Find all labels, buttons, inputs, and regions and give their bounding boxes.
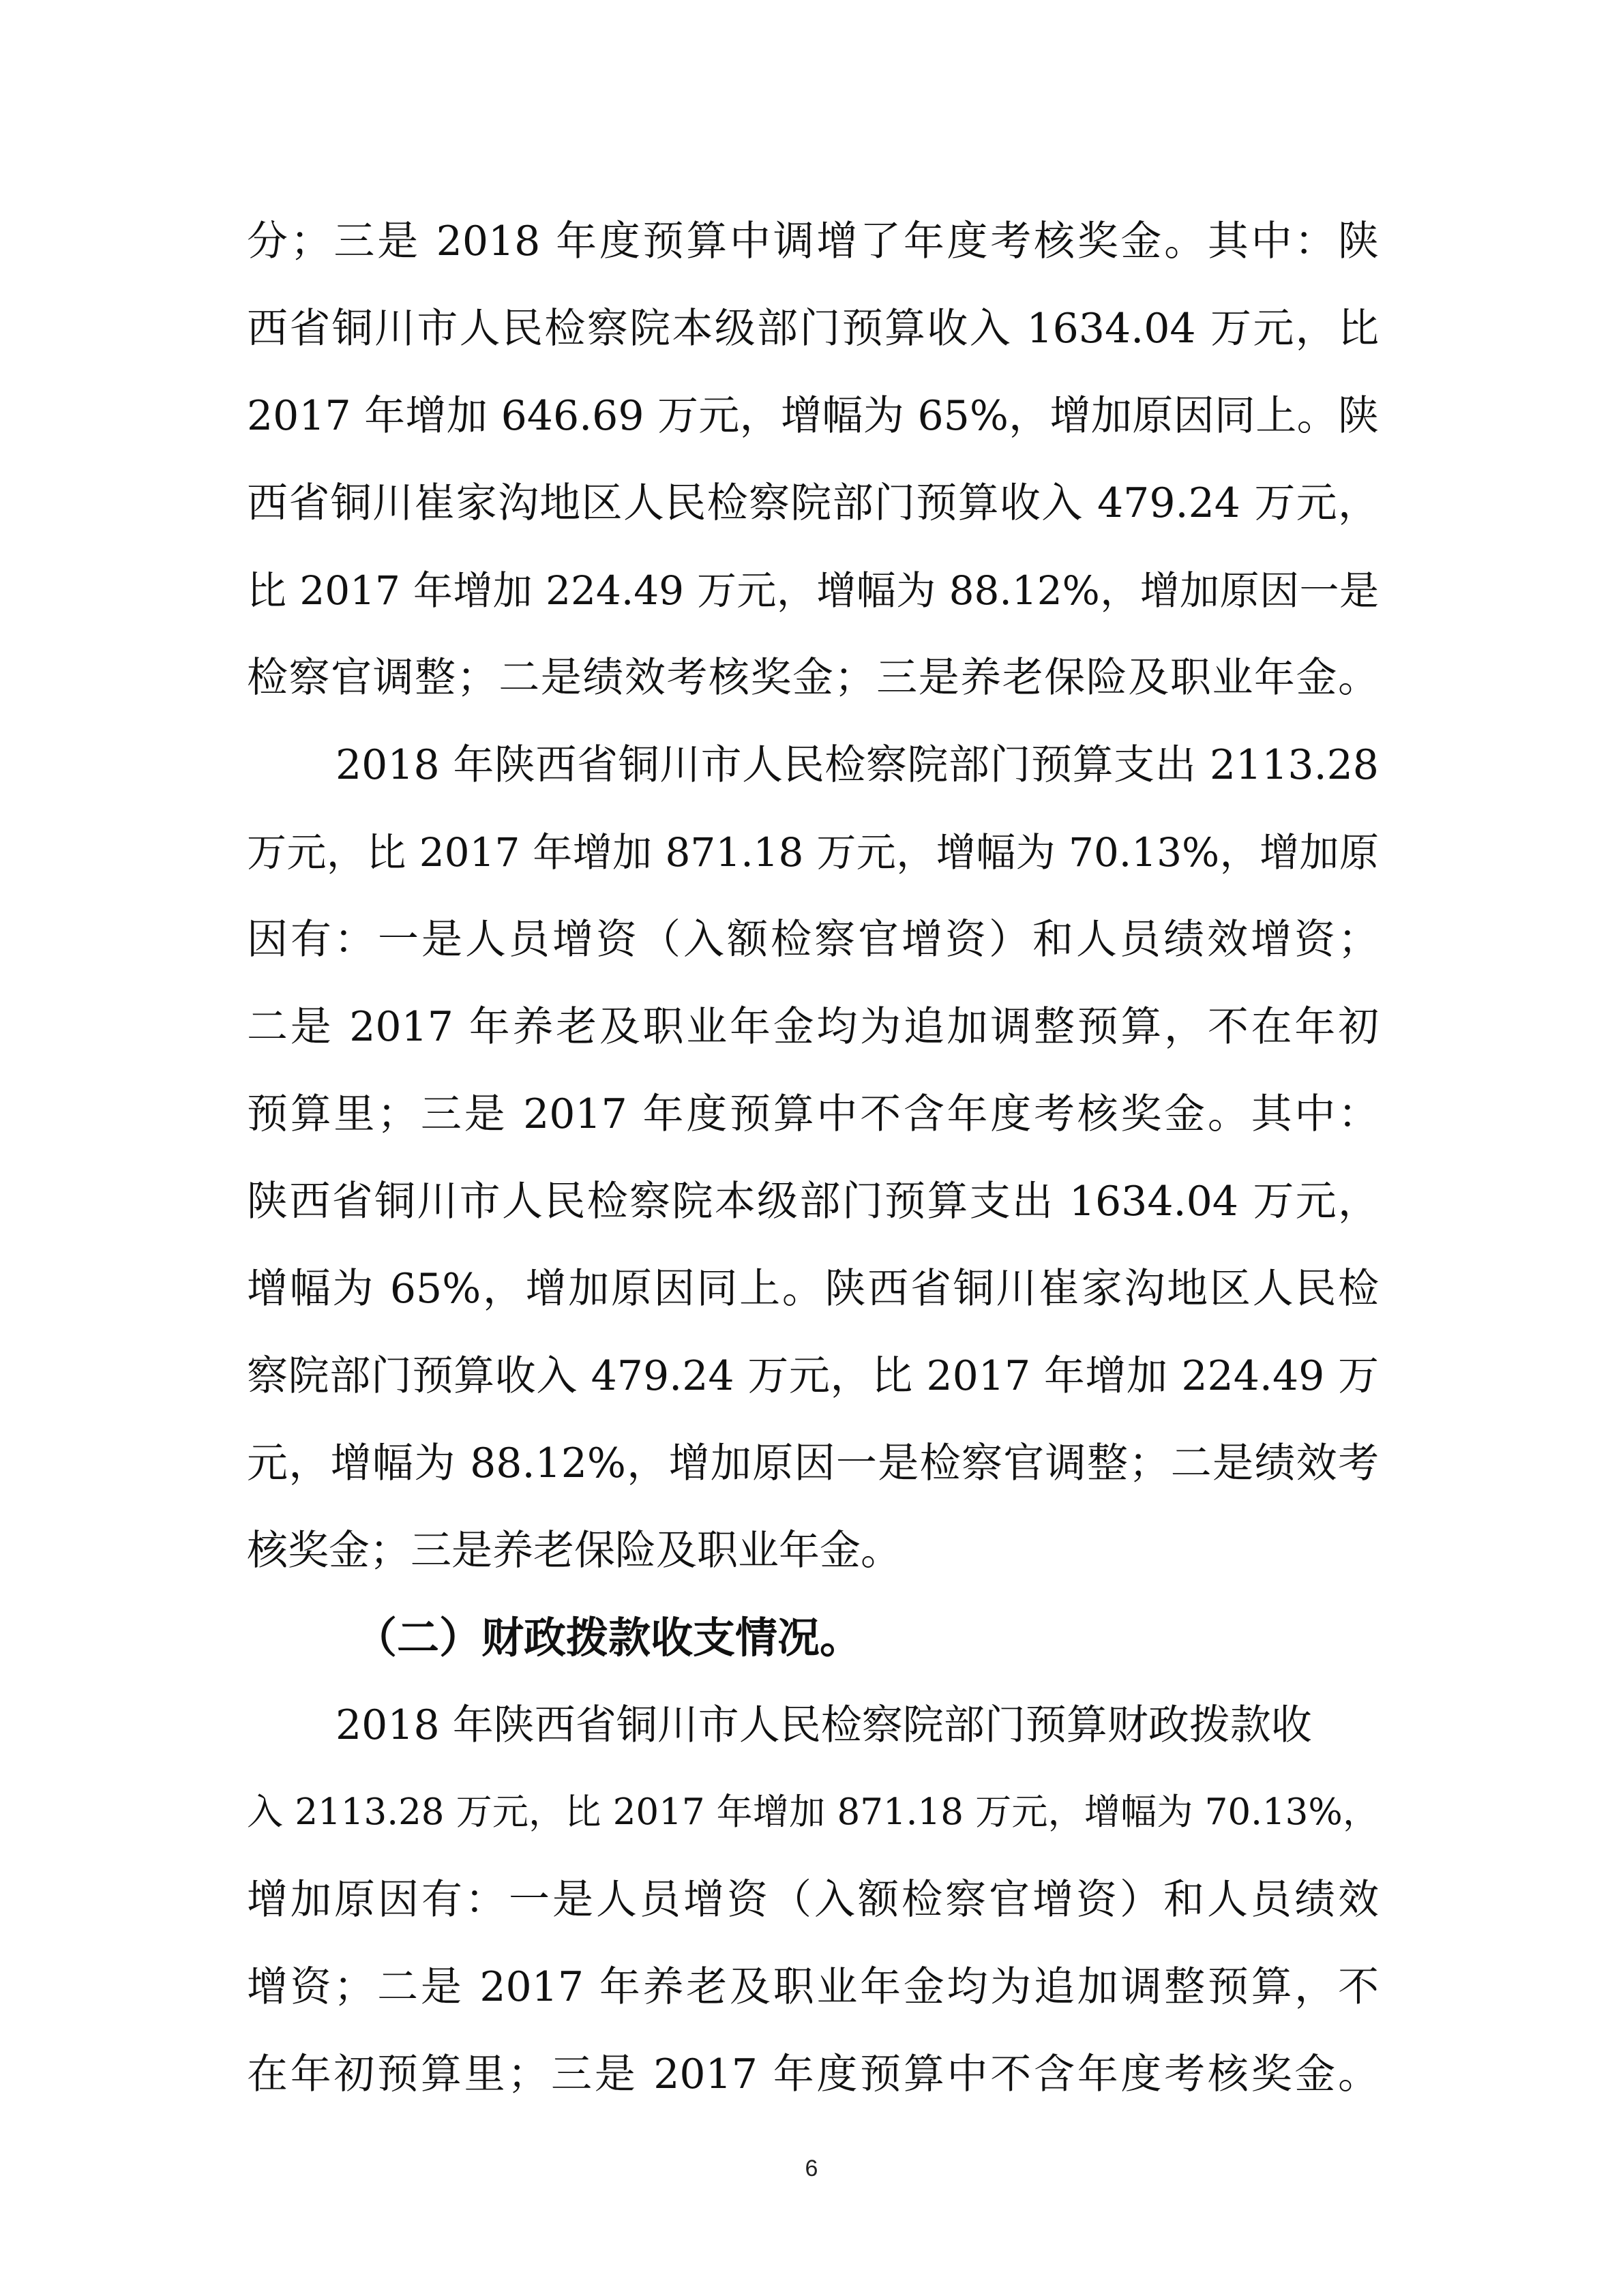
text-line: 增加原因有：一是人员增资（入额检察官增资）和人员绩效 (247, 1876, 1379, 1924)
text-line: 增幅为 65%，增加原因同上。陕西省铜川崔家沟地区人民检 (247, 1265, 1379, 1313)
text-line: 分；三是 2018 年度预算中调增了年度考核奖金。其中：陕 (247, 218, 1379, 265)
text-line: 西省铜川市人民检察院本级部门预算收入 1634.04 万元，比 (247, 305, 1379, 353)
text-line: 西省铜川崔家沟地区人民检察院部门预算收入 479.24 万元， (247, 479, 1379, 527)
text-line: 检察官调整；二是绩效考核奖金；三是养老保险及职业年金。 (247, 654, 1379, 702)
text-line: 入 2113.28 万元，比 2017 年增加 871.18 万元，增幅为 70.13%， (247, 1791, 1379, 1833)
section-heading: （二）财政拨款收支情况。 (355, 1613, 863, 1663)
text-line: 万元，比 2017 年增加 871.18 万元，增幅为 70.13%，增加原 (247, 829, 1379, 876)
text-line: 2018 年陕西省铜川市人民检察院部门预算支出 2113.28 (336, 741, 1379, 789)
text-line: 察院部门预算收入 479.24 万元，比 2017 年增加 224.49 万 (247, 1352, 1379, 1400)
text-line: 2018 年陕西省铜川市人民检察院部门预算财政拨款收 (336, 1701, 1312, 1749)
text-line: 二是 2017 年养老及职业年金均为追加调整预算，不在年初 (247, 1003, 1379, 1051)
text-line: 增资；二是 2017 年养老及职业年金均为追加调整预算，不 (247, 1963, 1379, 2011)
text-line: 比 2017 年增加 224.49 万元，增幅为 88.12%，增加原因一是 (247, 567, 1379, 614)
text-line: 预算里；三是 2017 年度预算中不含年度考核奖金。其中： (247, 1090, 1379, 1138)
text-line: 陕西省铜川市人民检察院本级部门预算支出 1634.04 万元， (247, 1178, 1379, 1225)
page-number: 6 (805, 2156, 818, 2181)
text-line: 因有：一是人员增资（入额检察官增资）和人员绩效增资； (247, 916, 1379, 964)
text-line: 核奖金；三是养老保险及职业年金。 (247, 1527, 902, 1575)
text-line: 在年初预算里；三是 2017 年度预算中不含年度考核奖金。 (247, 2051, 1379, 2098)
text-line: 2017 年增加 646.69 万元，增幅为 65%，增加原因同上。陕 (247, 392, 1379, 440)
text-line: 元，增幅为 88.12%，增加原因一是检察官调整；二是绩效考 (247, 1440, 1379, 1487)
